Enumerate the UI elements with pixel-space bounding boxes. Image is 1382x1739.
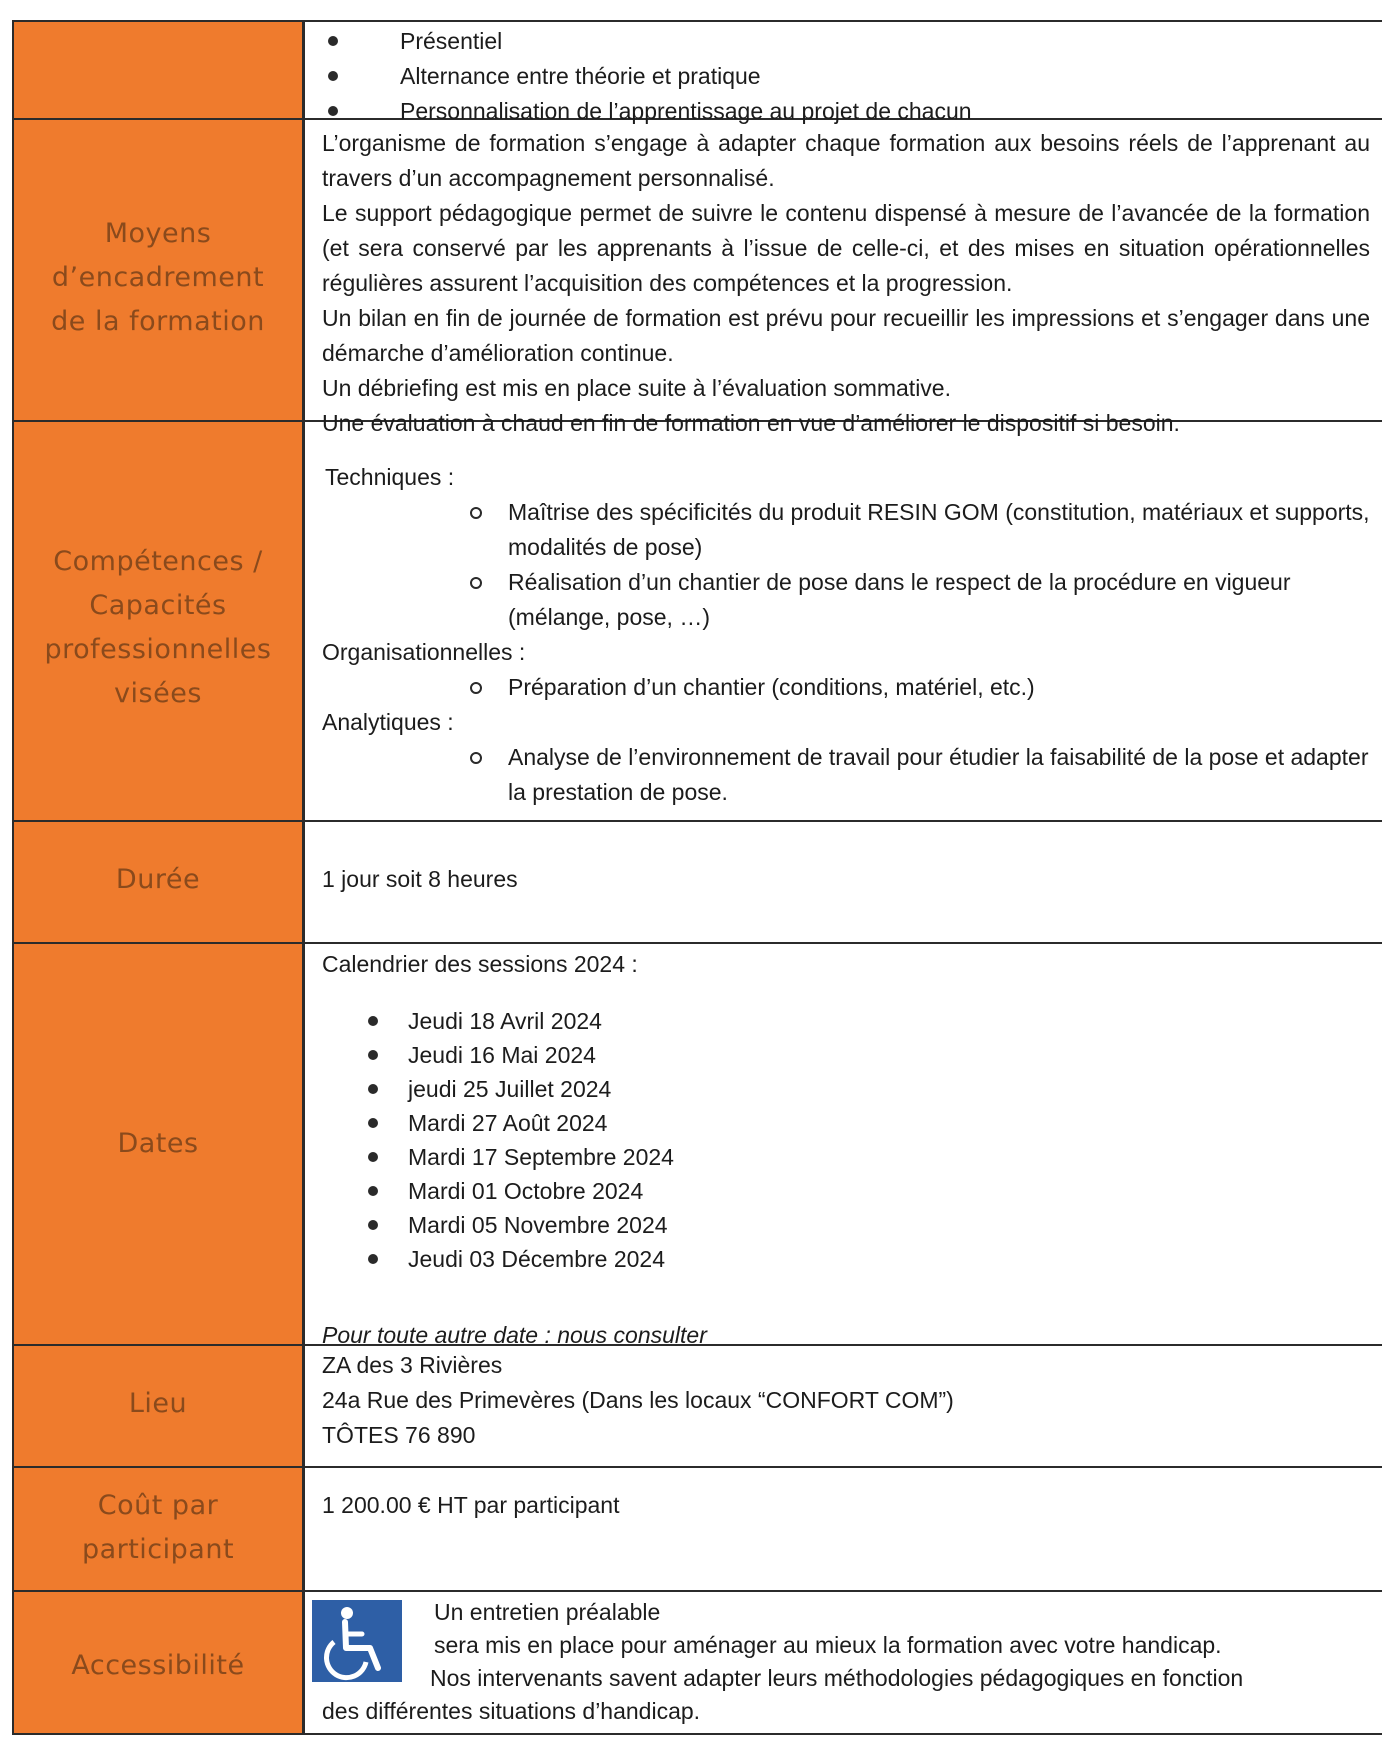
methods-list bbox=[322, 24, 1370, 129]
list-item: Présentiel bbox=[322, 24, 1370, 59]
moyens-label bbox=[14, 212, 302, 344]
label-line: Capacités bbox=[89, 590, 227, 621]
moyens-cell bbox=[322, 126, 1370, 441]
dates-cell bbox=[322, 947, 1370, 1353]
methods-cell bbox=[322, 24, 1370, 129]
analytiques-heading: Analytiques : bbox=[322, 709, 454, 735]
accessibilite-label: Accessibilité bbox=[71, 1650, 245, 1681]
list-item: Personnalisation de l’apprentissage au projet de chacun bbox=[322, 94, 1370, 129]
access-line: des différentes situations d’handicap. bbox=[322, 1698, 701, 1724]
lieu-cell bbox=[322, 1348, 1370, 1453]
paragraph: L’organisme de formation s’engage à adapter chaque formation aux besoins réels de l’apprenant au travers d’un accompagnement personnalisé. bbox=[322, 130, 1370, 191]
competences-cell bbox=[322, 460, 1370, 810]
list-item: Jeudi 18 Avril 2024 bbox=[362, 1004, 1370, 1038]
lieu-label: Lieu bbox=[128, 1388, 188, 1419]
analytiques-list bbox=[462, 740, 1370, 810]
techniques-heading: Techniques : bbox=[325, 464, 455, 490]
training-info-table bbox=[12, 20, 1382, 1735]
list-item: Analyse de l’environnement de travail pour étudier la faisabilité de la pose et adapter la prestation de pose. bbox=[462, 740, 1370, 810]
duree-value: 1 jour soit 8 heures bbox=[322, 866, 518, 892]
column-divider bbox=[302, 22, 305, 1733]
access-line: sera mis en place pour aménager au mieux la formation avec votre handicap. bbox=[434, 1632, 1222, 1658]
list-item: Mardi 27 Août 2024 bbox=[362, 1106, 1370, 1140]
list-item: Jeudi 16 Mai 2024 bbox=[362, 1038, 1370, 1072]
list-item: Mardi 05 Novembre 2024 bbox=[362, 1208, 1370, 1242]
address-line: 24a Rue des Primevères (Dans les locaux “CONFORT COM”) bbox=[322, 1387, 954, 1413]
organisationnelles-list bbox=[462, 670, 1370, 705]
accessibilite-cell bbox=[322, 1596, 1370, 1728]
duree-label: Durée bbox=[115, 864, 201, 895]
list-item: Jeudi 03 Décembre 2024 bbox=[362, 1242, 1370, 1276]
label-line: de la formation bbox=[51, 306, 265, 337]
address-line: TÔTES 76 890 bbox=[322, 1422, 476, 1448]
paragraph: Un débriefing est mis en place suite à l’évaluation sommative. bbox=[322, 375, 951, 401]
paragraph: Un bilan en fin de journée de formation est prévu pour recueillir les impressions et s’engager dans une démarche d’amélioration continue. bbox=[322, 305, 1370, 366]
list-item: jeudi 25 Juillet 2024 bbox=[362, 1072, 1370, 1106]
list-item: Mardi 01 Octobre 2024 bbox=[362, 1174, 1370, 1208]
cout-label bbox=[14, 1484, 302, 1572]
label-line: Compétences / bbox=[53, 546, 263, 577]
list-item: Réalisation d’un chantier de pose dans le respect de la procédure en vigueur (mélange, pose, …) bbox=[462, 565, 1370, 635]
label-line: Coût par bbox=[97, 1490, 219, 1521]
list-item: Mardi 17 Septembre 2024 bbox=[362, 1140, 1370, 1174]
list-item: Préparation d’un chantier (conditions, matériel, etc.) bbox=[462, 670, 1370, 705]
label-line: professionnelles bbox=[44, 634, 272, 665]
paragraph: Une évaluation à chaud en fin de formation en vue d’améliorer le dispositif si besoin. bbox=[322, 410, 1180, 436]
dates-heading: Calendrier des sessions 2024 : bbox=[322, 951, 638, 977]
label-line: Moyens bbox=[104, 218, 212, 249]
list-item: Maîtrise des spécificités du produit RESIN GOM (constitution, matériaux et supports, modalités de pose) bbox=[462, 495, 1370, 565]
access-line: Nos intervenants savent adapter leurs méthodologies pédagogiques en fonction bbox=[430, 1665, 1244, 1691]
list-item: Alternance entre théorie et pratique bbox=[322, 59, 1370, 94]
competences-label bbox=[14, 540, 302, 716]
row-divider bbox=[14, 942, 1382, 944]
paragraph: Le support pédagogique permet de suivre le contenu dispensé à mesure de l’avancée de la formation (et sera conservé par les apprenants à l’issue de celle-ci, et des mises en situation opérationnelles régulières assurent l’acquisition des compétences et la progression. bbox=[322, 200, 1370, 296]
cout-value: 1 200.00 € HT par participant bbox=[322, 1492, 620, 1518]
label-line: visées bbox=[114, 678, 202, 709]
label-line: d’encadrement bbox=[51, 262, 265, 293]
label-line: participant bbox=[81, 1534, 235, 1565]
row-divider bbox=[14, 1590, 1382, 1592]
techniques-list bbox=[462, 495, 1370, 635]
dates-list bbox=[362, 1004, 1370, 1276]
row-divider bbox=[14, 1466, 1382, 1468]
row-divider bbox=[14, 820, 1382, 822]
address-line: ZA des 3 Rivières bbox=[322, 1352, 503, 1378]
dates-label: Dates bbox=[117, 1128, 199, 1159]
organisationnelles-heading: Organisationnelles : bbox=[322, 639, 526, 665]
access-line: Un entretien préalable bbox=[434, 1599, 661, 1625]
dates-note: Pour toute autre date : nous consulter bbox=[322, 1322, 707, 1348]
